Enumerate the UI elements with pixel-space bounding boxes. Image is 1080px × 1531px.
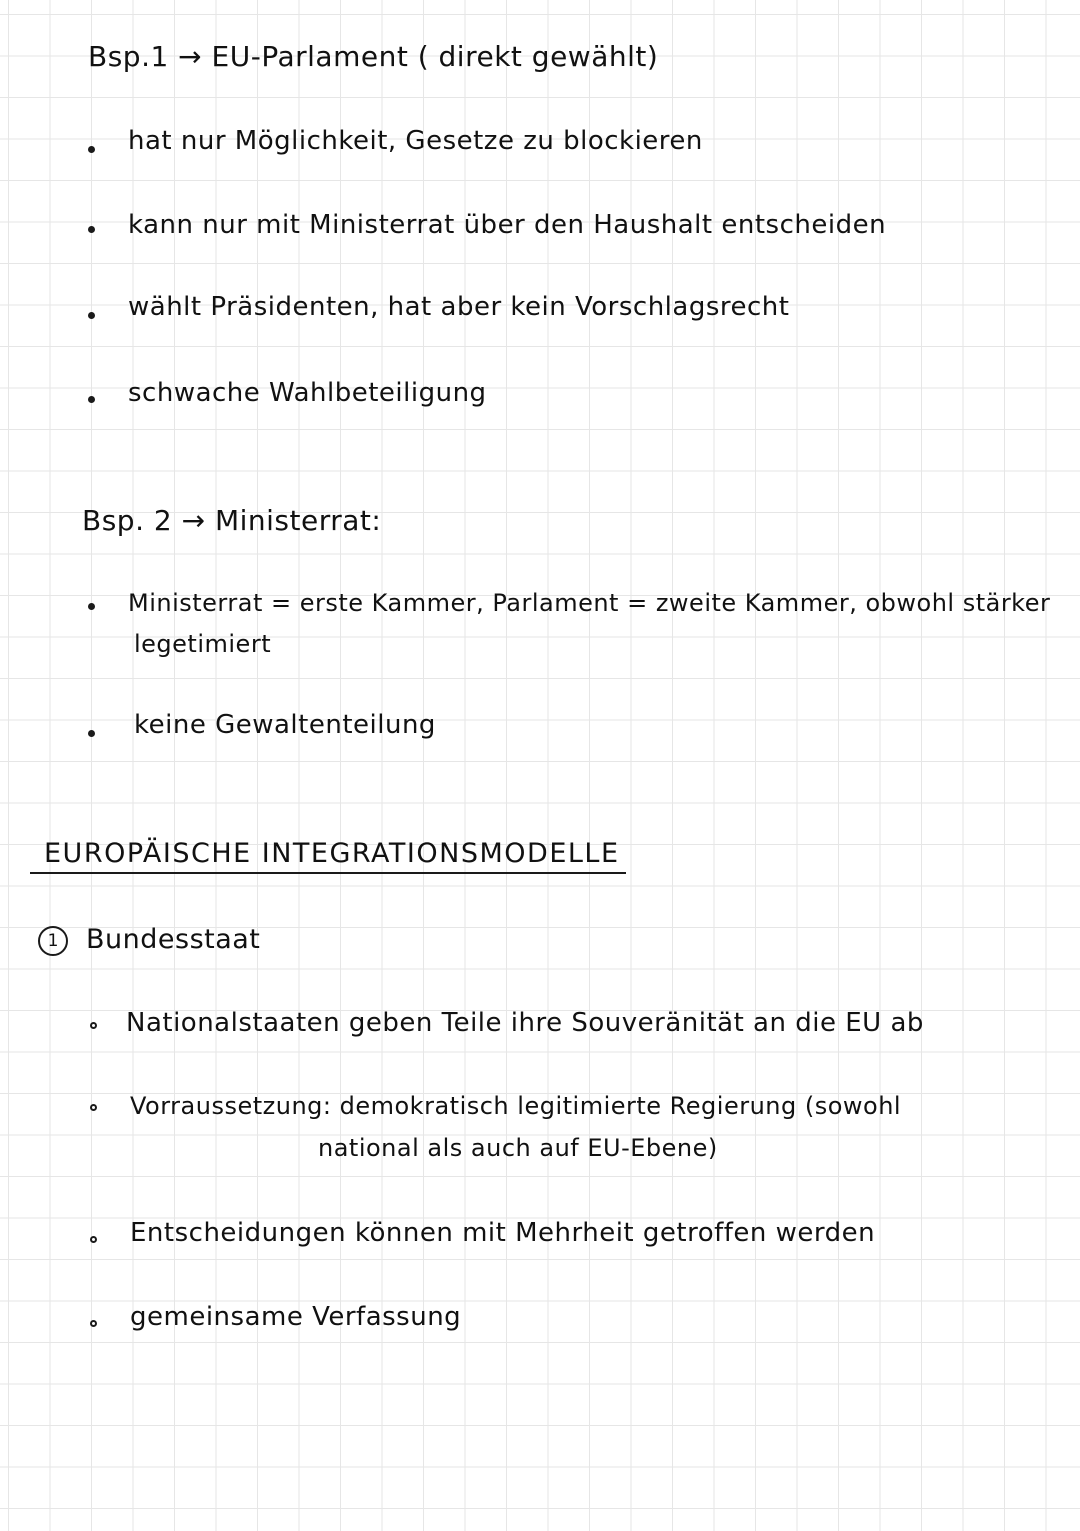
list-item: Ministerrat = erste Kammer, Parlament = zweite Kammer, obwohl stärker [128,589,1051,617]
bullet [90,1104,97,1111]
list-item: schwache Wahlbeteiligung [128,378,487,408]
list-item: Nationalstaaten geben Teile ihre Souveränität an die EU ab [126,1008,924,1038]
bullet [88,603,95,610]
bullet [90,1236,97,1243]
list-item-continuation: national als auch auf EU-Ebene) [318,1134,718,1162]
section-title: EUROPÄISCHE INTEGRATIONSMODELLE [44,838,620,869]
circled-number: 1 [38,926,68,956]
list-item: wählt Präsidenten, hat aber kein Vorschlagsrecht [128,292,790,322]
list-item: Vorraussetzung: demokratisch legitimierte Regierung (sowohl [130,1092,902,1120]
list-item: Entscheidungen können mit Mehrheit getroffen werden [130,1218,876,1248]
bullet [88,396,95,403]
model-title: Bundesstaat [86,924,261,955]
bullet [88,312,95,319]
list-item: hat nur Möglichkeit, Gesetze zu blockieren [128,126,703,156]
bullet [88,730,95,737]
bullet [90,1320,97,1327]
heading-eu-parlament: Bsp.1 → EU-Parlament ( direkt gewählt) [88,40,659,73]
list-item: kann nur mit Ministerrat über den Haushalt entscheiden [128,210,887,240]
heading-ministerrat: Bsp. 2 → Ministerrat: [82,504,382,537]
bullet [88,226,95,233]
bullet [90,1022,97,1029]
bullet [88,146,95,153]
list-item-continuation: legetimiert [134,630,272,658]
list-item: keine Gewaltenteilung [134,710,436,740]
section-underline [30,872,626,874]
list-item: gemeinsame Verfassung [130,1302,462,1332]
